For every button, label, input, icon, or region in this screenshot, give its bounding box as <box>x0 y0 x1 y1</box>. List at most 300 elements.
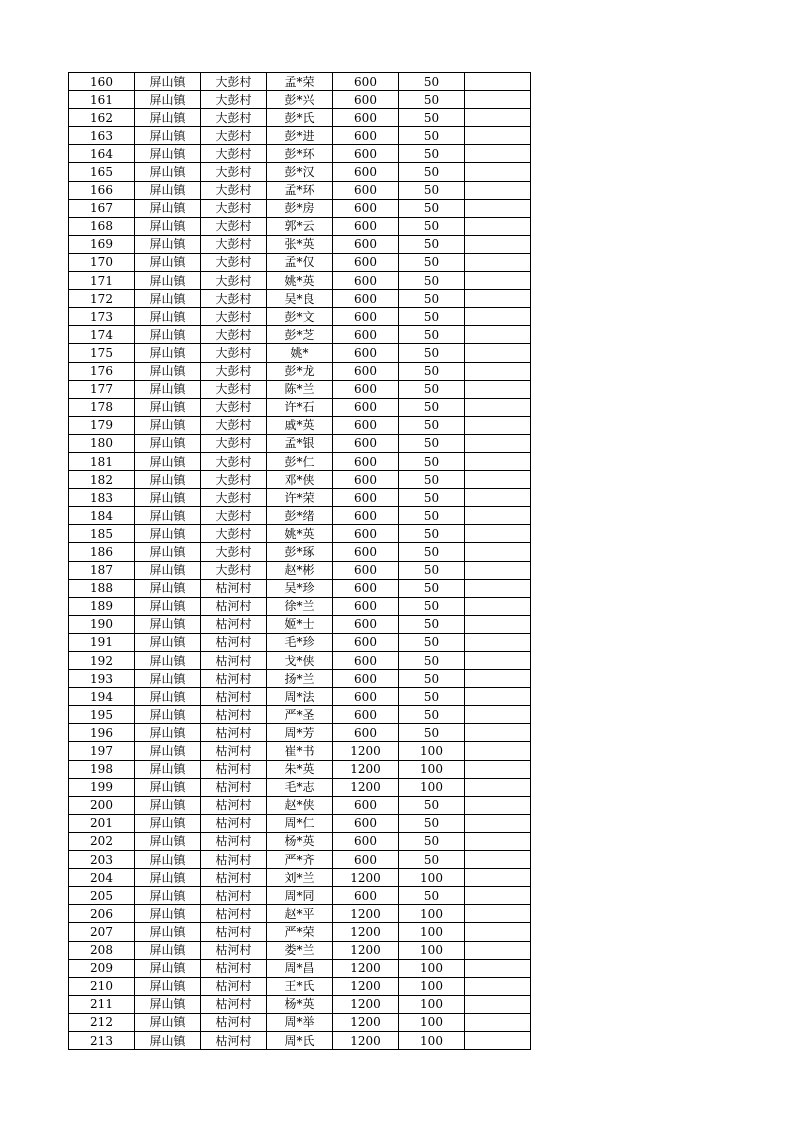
subsidy-cell[interactable]: 50 <box>399 91 465 109</box>
village-cell[interactable]: 枯河村 <box>201 995 267 1013</box>
town-cell[interactable]: 屏山镇 <box>135 959 201 977</box>
row-number-cell[interactable]: 196 <box>69 724 135 742</box>
note-cell[interactable] <box>465 380 531 398</box>
name-cell[interactable]: 徐*兰 <box>267 597 333 615</box>
row-number-cell[interactable]: 209 <box>69 959 135 977</box>
subsidy-cell[interactable]: 50 <box>399 724 465 742</box>
subsidy-cell[interactable]: 100 <box>399 1031 465 1049</box>
name-cell[interactable]: 杨*英 <box>267 995 333 1013</box>
row-number-cell[interactable]: 160 <box>69 73 135 91</box>
town-cell[interactable]: 屏山镇 <box>135 290 201 308</box>
town-cell[interactable]: 屏山镇 <box>135 778 201 796</box>
amount-cell[interactable]: 600 <box>333 471 399 489</box>
name-cell[interactable]: 戚*英 <box>267 416 333 434</box>
note-cell[interactable] <box>465 670 531 688</box>
subsidy-cell[interactable]: 50 <box>399 73 465 91</box>
name-cell[interactable]: 王*氏 <box>267 977 333 995</box>
note-cell[interactable] <box>465 832 531 850</box>
amount-cell[interactable]: 600 <box>333 579 399 597</box>
name-cell[interactable]: 赵*平 <box>267 905 333 923</box>
amount-cell[interactable]: 600 <box>333 235 399 253</box>
name-cell[interactable]: 邓*侠 <box>267 471 333 489</box>
village-cell[interactable]: 大彭村 <box>201 398 267 416</box>
subsidy-cell[interactable]: 100 <box>399 869 465 887</box>
row-number-cell[interactable]: 162 <box>69 109 135 127</box>
note-cell[interactable] <box>465 471 531 489</box>
amount-cell[interactable]: 600 <box>333 253 399 271</box>
village-cell[interactable]: 大彭村 <box>201 525 267 543</box>
amount-cell[interactable]: 600 <box>333 308 399 326</box>
row-number-cell[interactable]: 201 <box>69 814 135 832</box>
subsidy-cell[interactable]: 50 <box>399 235 465 253</box>
village-cell[interactable]: 枯河村 <box>201 597 267 615</box>
row-number-cell[interactable]: 188 <box>69 579 135 597</box>
row-number-cell[interactable]: 208 <box>69 941 135 959</box>
town-cell[interactable]: 屏山镇 <box>135 941 201 959</box>
subsidy-cell[interactable]: 100 <box>399 941 465 959</box>
row-number-cell[interactable]: 171 <box>69 272 135 290</box>
subsidy-cell[interactable]: 50 <box>399 796 465 814</box>
row-number-cell[interactable]: 184 <box>69 507 135 525</box>
name-cell[interactable]: 孟*环 <box>267 181 333 199</box>
amount-cell[interactable]: 1200 <box>333 905 399 923</box>
town-cell[interactable]: 屏山镇 <box>135 851 201 869</box>
row-number-cell[interactable]: 211 <box>69 995 135 1013</box>
amount-cell[interactable]: 1200 <box>333 742 399 760</box>
row-number-cell[interactable]: 192 <box>69 652 135 670</box>
village-cell[interactable]: 枯河村 <box>201 670 267 688</box>
subsidy-cell[interactable]: 50 <box>399 109 465 127</box>
subsidy-cell[interactable]: 50 <box>399 163 465 181</box>
village-cell[interactable]: 大彭村 <box>201 434 267 452</box>
village-cell[interactable]: 大彭村 <box>201 73 267 91</box>
subsidy-cell[interactable]: 50 <box>399 290 465 308</box>
subsidy-cell[interactable]: 100 <box>399 742 465 760</box>
amount-cell[interactable]: 1200 <box>333 959 399 977</box>
note-cell[interactable] <box>465 905 531 923</box>
note-cell[interactable] <box>465 109 531 127</box>
village-cell[interactable]: 枯河村 <box>201 742 267 760</box>
village-cell[interactable]: 枯河村 <box>201 724 267 742</box>
village-cell[interactable]: 大彭村 <box>201 290 267 308</box>
note-cell[interactable] <box>465 73 531 91</box>
town-cell[interactable]: 屏山镇 <box>135 579 201 597</box>
row-number-cell[interactable]: 161 <box>69 91 135 109</box>
subsidy-cell[interactable]: 50 <box>399 272 465 290</box>
amount-cell[interactable]: 600 <box>333 814 399 832</box>
row-number-cell[interactable]: 166 <box>69 181 135 199</box>
note-cell[interactable] <box>465 398 531 416</box>
subsidy-cell[interactable]: 50 <box>399 615 465 633</box>
village-cell[interactable]: 大彭村 <box>201 145 267 163</box>
note-cell[interactable] <box>465 1013 531 1031</box>
note-cell[interactable] <box>465 796 531 814</box>
subsidy-cell[interactable]: 50 <box>399 851 465 869</box>
row-number-cell[interactable]: 169 <box>69 235 135 253</box>
name-cell[interactable]: 扬*兰 <box>267 670 333 688</box>
amount-cell[interactable]: 600 <box>333 652 399 670</box>
note-cell[interactable] <box>465 977 531 995</box>
town-cell[interactable]: 屏山镇 <box>135 869 201 887</box>
name-cell[interactable]: 彭*龙 <box>267 362 333 380</box>
subsidy-cell[interactable]: 50 <box>399 344 465 362</box>
village-cell[interactable]: 大彭村 <box>201 308 267 326</box>
amount-cell[interactable]: 1200 <box>333 1031 399 1049</box>
row-number-cell[interactable]: 175 <box>69 344 135 362</box>
row-number-cell[interactable]: 185 <box>69 525 135 543</box>
name-cell[interactable]: 严*圣 <box>267 706 333 724</box>
row-number-cell[interactable]: 198 <box>69 760 135 778</box>
row-number-cell[interactable]: 206 <box>69 905 135 923</box>
subsidy-cell[interactable]: 100 <box>399 760 465 778</box>
note-cell[interactable] <box>465 452 531 470</box>
amount-cell[interactable]: 600 <box>333 452 399 470</box>
subsidy-cell[interactable]: 50 <box>399 579 465 597</box>
town-cell[interactable]: 屏山镇 <box>135 543 201 561</box>
row-number-cell[interactable]: 182 <box>69 471 135 489</box>
town-cell[interactable]: 屏山镇 <box>135 308 201 326</box>
amount-cell[interactable]: 600 <box>333 362 399 380</box>
name-cell[interactable]: 娄*兰 <box>267 941 333 959</box>
amount-cell[interactable]: 600 <box>333 416 399 434</box>
note-cell[interactable] <box>465 742 531 760</box>
amount-cell[interactable]: 1200 <box>333 760 399 778</box>
name-cell[interactable]: 毛*珍 <box>267 633 333 651</box>
amount-cell[interactable]: 1200 <box>333 941 399 959</box>
village-cell[interactable]: 枯河村 <box>201 579 267 597</box>
row-number-cell[interactable]: 177 <box>69 380 135 398</box>
note-cell[interactable] <box>465 543 531 561</box>
row-number-cell[interactable]: 164 <box>69 145 135 163</box>
name-cell[interactable]: 彭*仁 <box>267 452 333 470</box>
village-cell[interactable]: 枯河村 <box>201 1013 267 1031</box>
note-cell[interactable] <box>465 181 531 199</box>
amount-cell[interactable]: 600 <box>333 706 399 724</box>
note-cell[interactable] <box>465 507 531 525</box>
subsidy-cell[interactable]: 100 <box>399 977 465 995</box>
row-number-cell[interactable]: 194 <box>69 688 135 706</box>
town-cell[interactable]: 屏山镇 <box>135 326 201 344</box>
amount-cell[interactable]: 600 <box>333 851 399 869</box>
town-cell[interactable]: 屏山镇 <box>135 362 201 380</box>
name-cell[interactable]: 郭*云 <box>267 217 333 235</box>
row-number-cell[interactable]: 173 <box>69 308 135 326</box>
village-cell[interactable]: 枯河村 <box>201 941 267 959</box>
amount-cell[interactable]: 1200 <box>333 977 399 995</box>
name-cell[interactable]: 彭*绪 <box>267 507 333 525</box>
town-cell[interactable]: 屏山镇 <box>135 73 201 91</box>
subsidy-cell[interactable]: 50 <box>399 434 465 452</box>
row-number-cell[interactable]: 186 <box>69 543 135 561</box>
subsidy-cell[interactable]: 50 <box>399 688 465 706</box>
subsidy-cell[interactable]: 50 <box>399 489 465 507</box>
row-number-cell[interactable]: 167 <box>69 199 135 217</box>
amount-cell[interactable]: 600 <box>333 832 399 850</box>
row-number-cell[interactable]: 205 <box>69 887 135 905</box>
subsidy-cell[interactable]: 50 <box>399 181 465 199</box>
town-cell[interactable]: 屏山镇 <box>135 905 201 923</box>
town-cell[interactable]: 屏山镇 <box>135 796 201 814</box>
town-cell[interactable]: 屏山镇 <box>135 109 201 127</box>
village-cell[interactable]: 枯河村 <box>201 905 267 923</box>
note-cell[interactable] <box>465 127 531 145</box>
town-cell[interactable]: 屏山镇 <box>135 760 201 778</box>
village-cell[interactable]: 枯河村 <box>201 887 267 905</box>
note-cell[interactable] <box>465 217 531 235</box>
name-cell[interactable]: 彭*房 <box>267 199 333 217</box>
amount-cell[interactable]: 600 <box>333 543 399 561</box>
name-cell[interactable]: 周*仁 <box>267 814 333 832</box>
amount-cell[interactable]: 600 <box>333 344 399 362</box>
village-cell[interactable]: 大彭村 <box>201 416 267 434</box>
name-cell[interactable]: 周*氏 <box>267 1031 333 1049</box>
row-number-cell[interactable]: 191 <box>69 633 135 651</box>
note-cell[interactable] <box>465 561 531 579</box>
town-cell[interactable]: 屏山镇 <box>135 832 201 850</box>
village-cell[interactable]: 枯河村 <box>201 796 267 814</box>
name-cell[interactable]: 周*举 <box>267 1013 333 1031</box>
village-cell[interactable]: 枯河村 <box>201 615 267 633</box>
note-cell[interactable] <box>465 959 531 977</box>
name-cell[interactable]: 张*英 <box>267 235 333 253</box>
name-cell[interactable]: 赵*侠 <box>267 796 333 814</box>
note-cell[interactable] <box>465 91 531 109</box>
town-cell[interactable]: 屏山镇 <box>135 145 201 163</box>
amount-cell[interactable]: 600 <box>333 181 399 199</box>
note-cell[interactable] <box>465 633 531 651</box>
note-cell[interactable] <box>465 290 531 308</box>
amount-cell[interactable]: 600 <box>333 163 399 181</box>
name-cell[interactable]: 毛*志 <box>267 778 333 796</box>
village-cell[interactable]: 枯河村 <box>201 832 267 850</box>
town-cell[interactable]: 屏山镇 <box>135 688 201 706</box>
village-cell[interactable]: 大彭村 <box>201 91 267 109</box>
town-cell[interactable]: 屏山镇 <box>135 724 201 742</box>
name-cell[interactable]: 孟*银 <box>267 434 333 452</box>
town-cell[interactable]: 屏山镇 <box>135 652 201 670</box>
note-cell[interactable] <box>465 923 531 941</box>
village-cell[interactable]: 枯河村 <box>201 778 267 796</box>
row-number-cell[interactable]: 183 <box>69 489 135 507</box>
name-cell[interactable]: 严*齐 <box>267 851 333 869</box>
village-cell[interactable]: 大彭村 <box>201 344 267 362</box>
row-number-cell[interactable]: 168 <box>69 217 135 235</box>
village-cell[interactable]: 大彭村 <box>201 199 267 217</box>
town-cell[interactable]: 屏山镇 <box>135 742 201 760</box>
subsidy-cell[interactable]: 50 <box>399 362 465 380</box>
note-cell[interactable] <box>465 869 531 887</box>
village-cell[interactable]: 大彭村 <box>201 452 267 470</box>
subsidy-cell[interactable]: 100 <box>399 1013 465 1031</box>
note-cell[interactable] <box>465 163 531 181</box>
town-cell[interactable]: 屏山镇 <box>135 181 201 199</box>
town-cell[interactable]: 屏山镇 <box>135 597 201 615</box>
subsidy-cell[interactable]: 50 <box>399 525 465 543</box>
amount-cell[interactable]: 600 <box>333 398 399 416</box>
row-number-cell[interactable]: 190 <box>69 615 135 633</box>
amount-cell[interactable]: 600 <box>333 724 399 742</box>
row-number-cell[interactable]: 203 <box>69 851 135 869</box>
subsidy-cell[interactable]: 50 <box>399 127 465 145</box>
row-number-cell[interactable]: 195 <box>69 706 135 724</box>
row-number-cell[interactable]: 178 <box>69 398 135 416</box>
row-number-cell[interactable]: 212 <box>69 1013 135 1031</box>
subsidy-cell[interactable]: 100 <box>399 959 465 977</box>
name-cell[interactable]: 姬*士 <box>267 615 333 633</box>
note-cell[interactable] <box>465 615 531 633</box>
note-cell[interactable] <box>465 235 531 253</box>
amount-cell[interactable]: 600 <box>333 109 399 127</box>
subsidy-cell[interactable]: 100 <box>399 995 465 1013</box>
note-cell[interactable] <box>465 145 531 163</box>
town-cell[interactable]: 屏山镇 <box>135 91 201 109</box>
village-cell[interactable]: 枯河村 <box>201 688 267 706</box>
village-cell[interactable]: 大彭村 <box>201 507 267 525</box>
row-number-cell[interactable]: 187 <box>69 561 135 579</box>
subsidy-cell[interactable]: 50 <box>399 416 465 434</box>
town-cell[interactable]: 屏山镇 <box>135 923 201 941</box>
village-cell[interactable]: 大彭村 <box>201 380 267 398</box>
subsidy-cell[interactable]: 50 <box>399 652 465 670</box>
name-cell[interactable]: 彭*兴 <box>267 91 333 109</box>
row-number-cell[interactable]: 189 <box>69 597 135 615</box>
village-cell[interactable]: 枯河村 <box>201 977 267 995</box>
name-cell[interactable]: 许*石 <box>267 398 333 416</box>
amount-cell[interactable]: 1200 <box>333 778 399 796</box>
amount-cell[interactable]: 600 <box>333 217 399 235</box>
village-cell[interactable]: 大彭村 <box>201 109 267 127</box>
town-cell[interactable]: 屏山镇 <box>135 253 201 271</box>
note-cell[interactable] <box>465 887 531 905</box>
note-cell[interactable] <box>465 434 531 452</box>
amount-cell[interactable]: 1200 <box>333 1013 399 1031</box>
village-cell[interactable]: 大彭村 <box>201 181 267 199</box>
village-cell[interactable]: 大彭村 <box>201 561 267 579</box>
amount-cell[interactable]: 600 <box>333 380 399 398</box>
note-cell[interactable] <box>465 253 531 271</box>
amount-cell[interactable]: 600 <box>333 887 399 905</box>
name-cell[interactable]: 周*昌 <box>267 959 333 977</box>
village-cell[interactable]: 大彭村 <box>201 163 267 181</box>
town-cell[interactable]: 屏山镇 <box>135 199 201 217</box>
name-cell[interactable]: 彭*汉 <box>267 163 333 181</box>
row-number-cell[interactable]: 181 <box>69 452 135 470</box>
row-number-cell[interactable]: 176 <box>69 362 135 380</box>
name-cell[interactable]: 周*芳 <box>267 724 333 742</box>
name-cell[interactable]: 戈*侠 <box>267 652 333 670</box>
town-cell[interactable]: 屏山镇 <box>135 380 201 398</box>
village-cell[interactable]: 枯河村 <box>201 959 267 977</box>
village-cell[interactable]: 大彭村 <box>201 362 267 380</box>
town-cell[interactable]: 屏山镇 <box>135 615 201 633</box>
village-cell[interactable]: 大彭村 <box>201 217 267 235</box>
name-cell[interactable]: 吴*良 <box>267 290 333 308</box>
name-cell[interactable]: 周*同 <box>267 887 333 905</box>
name-cell[interactable]: 刘*兰 <box>267 869 333 887</box>
subsidy-cell[interactable]: 50 <box>399 561 465 579</box>
name-cell[interactable]: 吴*珍 <box>267 579 333 597</box>
amount-cell[interactable]: 600 <box>333 127 399 145</box>
amount-cell[interactable]: 600 <box>333 507 399 525</box>
subsidy-cell[interactable]: 50 <box>399 380 465 398</box>
subsidy-cell[interactable]: 100 <box>399 905 465 923</box>
village-cell[interactable]: 枯河村 <box>201 923 267 941</box>
row-number-cell[interactable]: 179 <box>69 416 135 434</box>
note-cell[interactable] <box>465 272 531 290</box>
name-cell[interactable]: 严*荣 <box>267 923 333 941</box>
subsidy-cell[interactable]: 50 <box>399 452 465 470</box>
subsidy-cell[interactable]: 50 <box>399 543 465 561</box>
village-cell[interactable]: 枯河村 <box>201 652 267 670</box>
town-cell[interactable]: 屏山镇 <box>135 995 201 1013</box>
row-number-cell[interactable]: 213 <box>69 1031 135 1049</box>
note-cell[interactable] <box>465 489 531 507</box>
note-cell[interactable] <box>465 326 531 344</box>
amount-cell[interactable]: 600 <box>333 670 399 688</box>
town-cell[interactable]: 屏山镇 <box>135 344 201 362</box>
note-cell[interactable] <box>465 416 531 434</box>
town-cell[interactable]: 屏山镇 <box>135 814 201 832</box>
amount-cell[interactable]: 600 <box>333 796 399 814</box>
note-cell[interactable] <box>465 724 531 742</box>
subsidy-cell[interactable]: 100 <box>399 923 465 941</box>
note-cell[interactable] <box>465 344 531 362</box>
subsidy-cell[interactable]: 50 <box>399 253 465 271</box>
town-cell[interactable]: 屏山镇 <box>135 235 201 253</box>
village-cell[interactable]: 大彭村 <box>201 489 267 507</box>
town-cell[interactable]: 屏山镇 <box>135 633 201 651</box>
note-cell[interactable] <box>465 995 531 1013</box>
row-number-cell[interactable]: 172 <box>69 290 135 308</box>
row-number-cell[interactable]: 207 <box>69 923 135 941</box>
name-cell[interactable]: 周*法 <box>267 688 333 706</box>
amount-cell[interactable]: 1200 <box>333 923 399 941</box>
note-cell[interactable] <box>465 597 531 615</box>
town-cell[interactable]: 屏山镇 <box>135 398 201 416</box>
note-cell[interactable] <box>465 308 531 326</box>
row-number-cell[interactable]: 165 <box>69 163 135 181</box>
note-cell[interactable] <box>465 652 531 670</box>
row-number-cell[interactable]: 210 <box>69 977 135 995</box>
row-number-cell[interactable]: 174 <box>69 326 135 344</box>
note-cell[interactable] <box>465 941 531 959</box>
amount-cell[interactable]: 600 <box>333 199 399 217</box>
subsidy-cell[interactable]: 50 <box>399 887 465 905</box>
row-number-cell[interactable]: 202 <box>69 832 135 850</box>
village-cell[interactable]: 大彭村 <box>201 326 267 344</box>
town-cell[interactable]: 屏山镇 <box>135 977 201 995</box>
village-cell[interactable]: 大彭村 <box>201 127 267 145</box>
town-cell[interactable]: 屏山镇 <box>135 272 201 290</box>
note-cell[interactable] <box>465 579 531 597</box>
amount-cell[interactable]: 600 <box>333 272 399 290</box>
name-cell[interactable]: 赵*彬 <box>267 561 333 579</box>
row-number-cell[interactable]: 200 <box>69 796 135 814</box>
amount-cell[interactable]: 600 <box>333 633 399 651</box>
row-number-cell[interactable]: 163 <box>69 127 135 145</box>
amount-cell[interactable]: 600 <box>333 525 399 543</box>
town-cell[interactable]: 屏山镇 <box>135 507 201 525</box>
subsidy-cell[interactable]: 50 <box>399 308 465 326</box>
town-cell[interactable]: 屏山镇 <box>135 525 201 543</box>
amount-cell[interactable]: 600 <box>333 434 399 452</box>
subsidy-cell[interactable]: 50 <box>399 814 465 832</box>
amount-cell[interactable]: 600 <box>333 290 399 308</box>
note-cell[interactable] <box>465 778 531 796</box>
town-cell[interactable]: 屏山镇 <box>135 489 201 507</box>
note-cell[interactable] <box>465 814 531 832</box>
name-cell[interactable]: 许*荣 <box>267 489 333 507</box>
